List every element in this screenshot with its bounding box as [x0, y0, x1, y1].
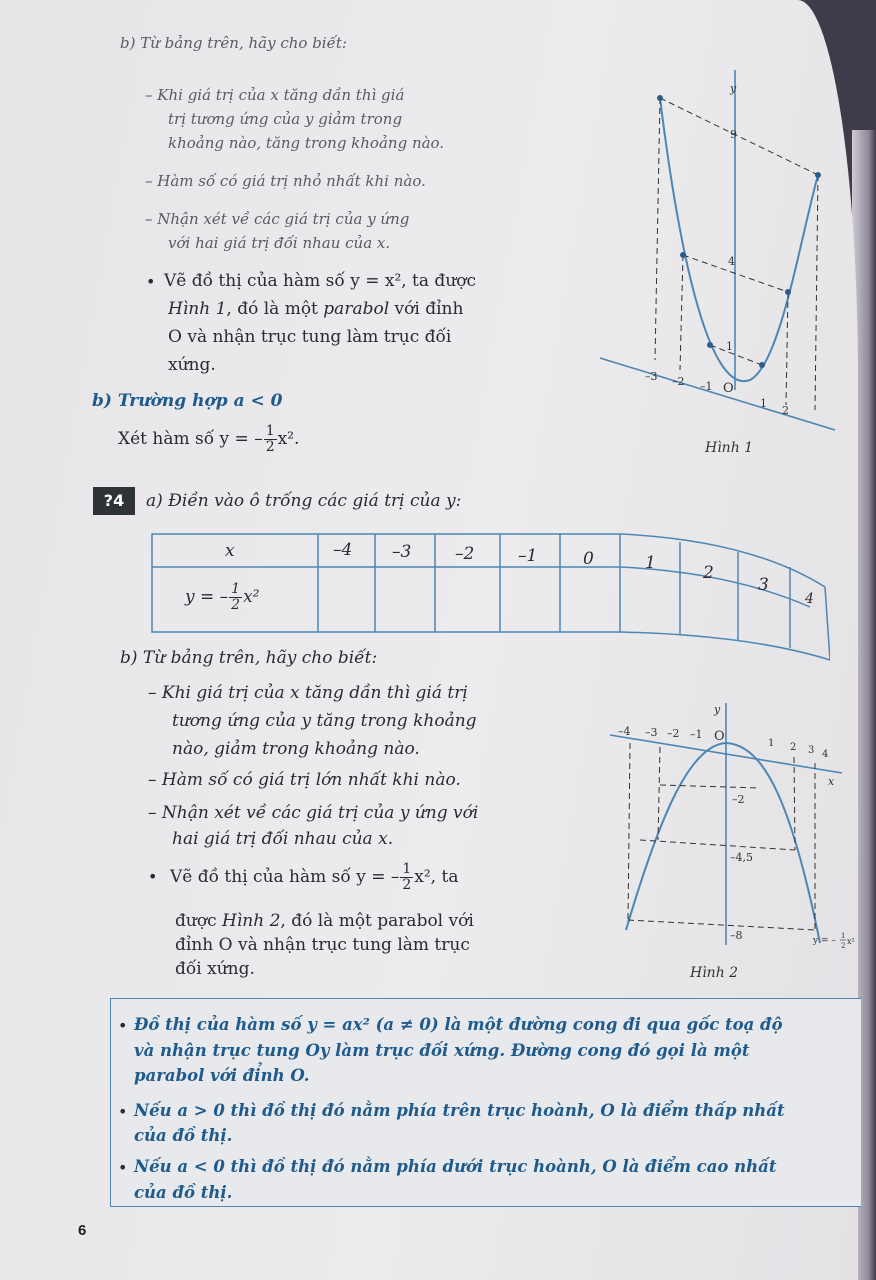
figure1-caption: Hình 1: [705, 440, 754, 456]
figure2-axis-y-label: y: [714, 703, 721, 716]
figure2-x-tick: –2: [667, 727, 680, 740]
figure1-x-tick: –1: [700, 380, 713, 393]
summary-p2-line2: của đồ thị.: [134, 1126, 233, 1145]
section1-item1-line3: khoảng nào, tăng trong khoảng nào.: [168, 134, 445, 152]
summary-p1-line3: parabol với đỉnh O.: [134, 1066, 310, 1085]
question-item3-line1: – Nhận xét về các giá trị của y ứng với: [148, 803, 479, 823]
figure2-y-label: –8: [730, 929, 743, 942]
figure2-x-tick: 1: [768, 738, 775, 749]
summary-p3-line1: Nếu a < 0 thì đồ thị đó nằm phía dưới trục hoành, O là điểm cao nhất: [134, 1157, 777, 1176]
figure2-curve-label-suffix: x²: [847, 937, 855, 946]
summary-p1-line2: và nhận trục tung Oy làm trục đối xứng. Đường cong đó gọi là một: [134, 1041, 750, 1060]
section1-bullet-line3: O và nhận trục tung làm trục đối: [168, 327, 452, 347]
figure2-x-tick: –3: [645, 726, 658, 739]
figure2-graph: [610, 695, 856, 985]
section1-item3-line2: với hai giá trị đối nhau của x.: [168, 234, 391, 252]
figure1-parabola: [660, 98, 818, 381]
table-x-cell: 4: [805, 591, 814, 607]
table-x-cell: 2: [703, 563, 714, 583]
figure2-x-tick: –4: [618, 725, 631, 738]
bullet-dot: •: [118, 1016, 128, 1035]
figure2-x-tick: 4: [822, 749, 829, 760]
figure2-caption: Hình 2: [690, 965, 739, 981]
figure2-y-label: –4,5: [730, 851, 753, 864]
section1-item3-line1: – Nhận xét về các giá trị của y ứng: [145, 210, 410, 228]
figure2-x-tick: –1: [690, 728, 703, 741]
question-item1-line1: – Khi giá trị của x tăng dần thì giá trị: [148, 683, 468, 703]
section1-heading: b) Từ bảng trên, hãy cho biết:: [120, 34, 347, 52]
section1-bullet-line2: Hình 1, đó là một parabol với đỉnh: [168, 299, 464, 319]
figure2-axis-x-label: x: [828, 775, 835, 788]
figure1-y-label-1: 1: [726, 340, 733, 353]
summary-p2-line1: Nếu a > 0 thì đồ thị đó nằm phía trên trục hoành, O là điểm thấp nhất: [134, 1101, 785, 1120]
page-number: 6: [78, 1222, 87, 1239]
case-b-heading: b) Trường hợp a < 0: [92, 391, 283, 411]
question-item1-line2: tương ứng của y tăng trong khoảng: [172, 711, 477, 731]
figure2-curve-label-num: 1: [841, 932, 846, 940]
figure2-origin: O: [714, 729, 725, 744]
figure1-graph: [600, 60, 850, 460]
section1-bullet-line1: Vẽ đồ thị của hàm số y = x², ta được: [164, 271, 477, 291]
question-bullet-line2: được Hình 2, đó là một parabol với: [175, 911, 474, 931]
figure1-x-tick: –3: [645, 370, 658, 383]
table-x-cell: 1: [645, 553, 656, 573]
question-bullet-line4: đối xứng.: [175, 959, 255, 979]
table-x-cell: –3: [392, 542, 412, 562]
figure2-curve-label-den: 2: [841, 942, 846, 950]
figure1-origin: O: [723, 381, 734, 396]
summary-p1-line1: Đồ thị của hàm số y = ax² (a ≠ 0) là một đường cong đi qua gốc toạ độ: [134, 1015, 783, 1034]
table-row2-header: y = – $\frac{1}{2}$ x²: [185, 581, 260, 613]
question-part-a: a) Điền vào ô trống các giá trị của y:: [146, 491, 462, 511]
figure2-x-tick: 2: [790, 742, 797, 753]
section1-item1-line2: trị tương ứng của y giảm trong: [168, 110, 403, 128]
table-x-cell: –2: [455, 544, 475, 564]
bullet-dot: •: [118, 1102, 128, 1121]
case-b-consider: Xét hàm số y = – $\frac{1}{2}$ x².: [118, 423, 300, 455]
figure1-guides: [655, 98, 818, 410]
question-item2: – Hàm số có giá trị lớn nhất khi nào.: [148, 770, 461, 790]
table-row1-header: x: [225, 541, 235, 561]
question-item3-line2: hai giá trị đối nhau của x.: [172, 829, 394, 849]
section1-item2: – Hàm số có giá trị nhỏ nhất khi nào.: [145, 172, 426, 190]
question-badge: ?4: [93, 487, 135, 515]
figure1-x-tick: 1: [760, 397, 767, 410]
figure1-y-label-4: 4: [728, 255, 735, 268]
figure1-x-tick: –2: [672, 375, 685, 388]
question-item1-line3: nào, giảm trong khoảng nào.: [172, 739, 420, 759]
figure1-x-tick: 2: [782, 404, 789, 417]
figure1-y-label-9: 9: [730, 128, 737, 141]
bullet-dot: •: [118, 1158, 128, 1177]
question-bullet-line1: Vẽ đồ thị của hàm số y = – $\frac{1}{2}$ x², ta: [170, 861, 459, 893]
question-bullet-line3: đỉnh O và nhận trục tung làm trục: [175, 935, 470, 955]
table-x-cell: 0: [583, 549, 594, 569]
table-x-cell: –4: [333, 540, 353, 560]
figure2-x-tick: 3: [808, 745, 815, 756]
table-x-cell: 3: [758, 575, 769, 595]
bullet-dot: •: [146, 272, 156, 291]
figure1-x-axis: [600, 358, 835, 430]
bullet-dot: •: [148, 867, 158, 886]
figure2-parabola: [626, 743, 820, 943]
table-x-cell: –1: [518, 546, 538, 566]
summary-p3-line2: của đồ thị.: [134, 1183, 233, 1202]
figure2-curve-label-prefix: y = –: [813, 936, 836, 946]
question-part-b: b) Từ bảng trên, hãy cho biết:: [120, 648, 378, 668]
figure2-y-label: –2: [732, 793, 745, 806]
section1-item1-line1: – Khi giá trị của x tăng dần thì giá: [145, 86, 405, 104]
section1-bullet-line4: xứng.: [168, 355, 216, 375]
figure1-axis-y-label: y: [730, 82, 737, 95]
